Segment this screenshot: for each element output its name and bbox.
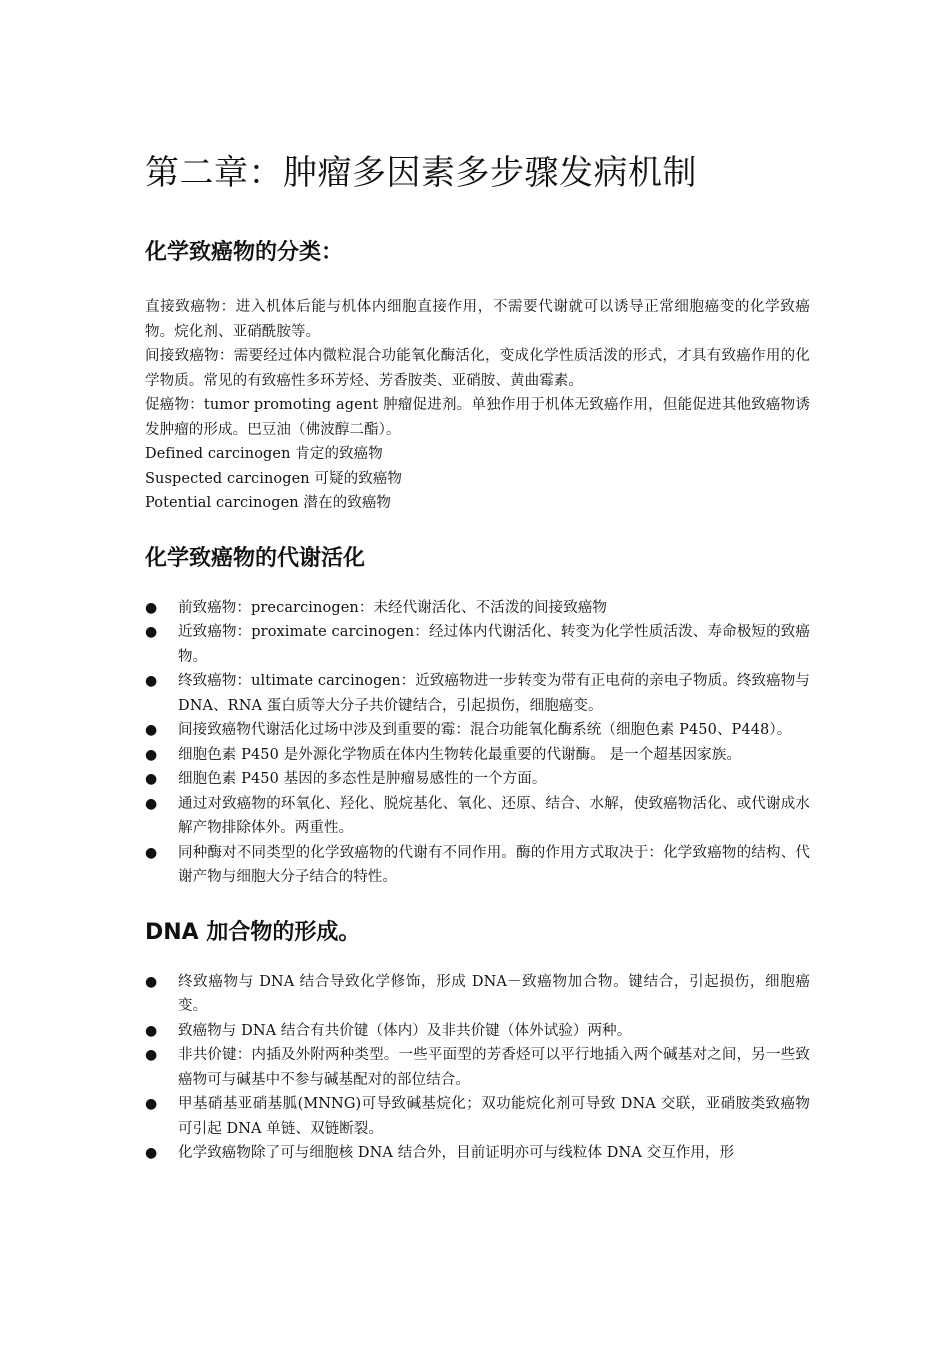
bullet-icon: ● <box>145 771 158 787</box>
page-title: 第二章：肿瘤多因素多步骤发病机制 <box>145 153 697 193</box>
list-item <box>145 1092 810 1141</box>
list-item-text: 近致癌物：proximate carcinogen：经过体内代谢活化、转变为化学性质活泼、寿命极短的致癌物。 <box>178 624 810 665</box>
bullet-icon: ● <box>145 795 158 812</box>
bullet-icon: ● <box>145 973 158 990</box>
list-item <box>145 743 810 768</box>
paragraph-indirect-carcinogen: 间接致癌物：需要经过体内微粒混合功能氧化酶活化，变成化学性质活泼的形式，才具有致癌作用的化学物质。常见的有致癌性多环芳烃、芳香胺类、亚硝胺、黄曲霉素。 <box>145 348 810 389</box>
list-item <box>145 841 810 890</box>
bullet-icon: ● <box>145 1096 158 1112</box>
list-item <box>145 1141 810 1166</box>
list-item <box>145 767 810 792</box>
section-body-classification <box>145 295 810 516</box>
bullet-icon: ● <box>145 844 158 861</box>
list-item-text: 化学致癌物除了可与细胞核 DNA 结合外，目前证明亦可与线粒体 DNA 交互作用，形 <box>178 1145 735 1161</box>
section-heading-metabolic-activation: 化学致癌物的代谢活化 <box>145 545 366 571</box>
document-content <box>145 150 810 1166</box>
bullet-icon: ● <box>145 1022 158 1039</box>
list-item-text: 间接致癌物代谢活化过场中涉及到重要的霉：混合功能氧化酶系统（细胞色素 P450、P448）。 <box>178 722 792 738</box>
list-item-text: 通过对致癌物的环氧化、羟化、脱烷基化、氧化、还原、结合、水解，使致癌物活化、或代谢成水解产物排除体外。两重性。 <box>178 795 810 836</box>
list-item-text: 同种酶对不同类型的化学致癌物的代谢有不同作用。酶的作用方式取决于：化学致癌物的结构、代谢产物与细胞大分子结合的特性。 <box>178 844 810 885</box>
list-item-text: 终致癌物：ultimate carcinogen：近致癌物进一步转变为带有正电荷的亲电子物质。终致癌物与 DNA、RNA 蛋白质等大分子共价键结合，引起损伤，细胞癌变。 <box>178 673 810 714</box>
list-item <box>145 596 810 621</box>
bullet-icon: ● <box>145 1047 158 1063</box>
list-item <box>145 718 810 743</box>
paragraph-direct-carcinogen: 直接致癌物：进入机体后能与机体内细胞直接作用，不需要代谢就可以诱导正常细胞癌变的化学致癌物。烷化剂、亚硝酰胺等。 <box>145 299 810 340</box>
list-item-text: 细胞色素 P450 基因的多态性是肿瘤易感性的一个方面。 <box>178 771 547 787</box>
section-heading-dna-adducts: DNA 加合物的形成。 <box>145 919 361 945</box>
list-item-text: 终致癌物与 DNA 结合导致化学修饰，形成 DNA－致癌物加合物。键结合，引起损伤，细胞癌变。 <box>178 973 810 1014</box>
paragraph-promoter: 促癌物：tumor promoting agent 肿瘤促进剂。单独作用于机体无致癌作用，但能促进其他致癌物诱发肿瘤的形成。巴豆油（佛波醇二酯）。 <box>145 397 810 438</box>
paragraph-defined-carcinogen: Defined carcinogen 肯定的致癌物 <box>145 446 383 462</box>
list-item-text: 非共价键：内插及外附两种类型。一些平面型的芳香烃可以平行地插入两个碱基对之间，另一些致癌物可与碱基中不参与碱基配对的部位结合。 <box>178 1047 810 1088</box>
bullet-list-dna-adducts <box>145 970 810 1166</box>
list-item <box>145 1019 810 1044</box>
bullet-list-metabolic-activation <box>145 596 810 890</box>
list-item <box>145 970 810 1019</box>
bullet-icon: ● <box>145 599 158 616</box>
list-item-text: 细胞色素 P450 是外源化学物质在体内生物转化最重要的代谢酶。 是一个超基因家族。 <box>178 746 741 763</box>
list-item <box>145 792 810 841</box>
list-item-text: 甲基硝基亚硝基胍(MNNG)可导致碱基烷化；双功能烷化剂可导致 DNA 交联，亚硝胺类致癌物可引起 DNA 单链、双链断裂。 <box>178 1096 810 1137</box>
bullet-icon: ● <box>145 746 158 763</box>
bullet-icon: ● <box>145 722 158 738</box>
list-item <box>145 1043 810 1092</box>
bullet-icon: ● <box>145 624 158 640</box>
section-heading-classification: 化学致癌物的分类： <box>145 240 344 265</box>
list-item <box>145 620 810 669</box>
paragraph-suspected-carcinogen: Suspected carcinogen 可疑的致癌物 <box>145 470 403 487</box>
list-item <box>145 669 810 718</box>
list-item-text: 致癌物与 DNA 结合有共价键（体内）及非共价键（体外试验）两种。 <box>178 1022 632 1039</box>
paragraph-potential-carcinogen: Potential carcinogen 潜在的致癌物 <box>145 495 392 511</box>
bullet-icon: ● <box>145 673 158 689</box>
bullet-icon: ● <box>145 1145 158 1161</box>
list-item-text: 前致癌物：precarcinogen：未经代谢活化、不活泼的间接致癌物 <box>178 599 608 616</box>
